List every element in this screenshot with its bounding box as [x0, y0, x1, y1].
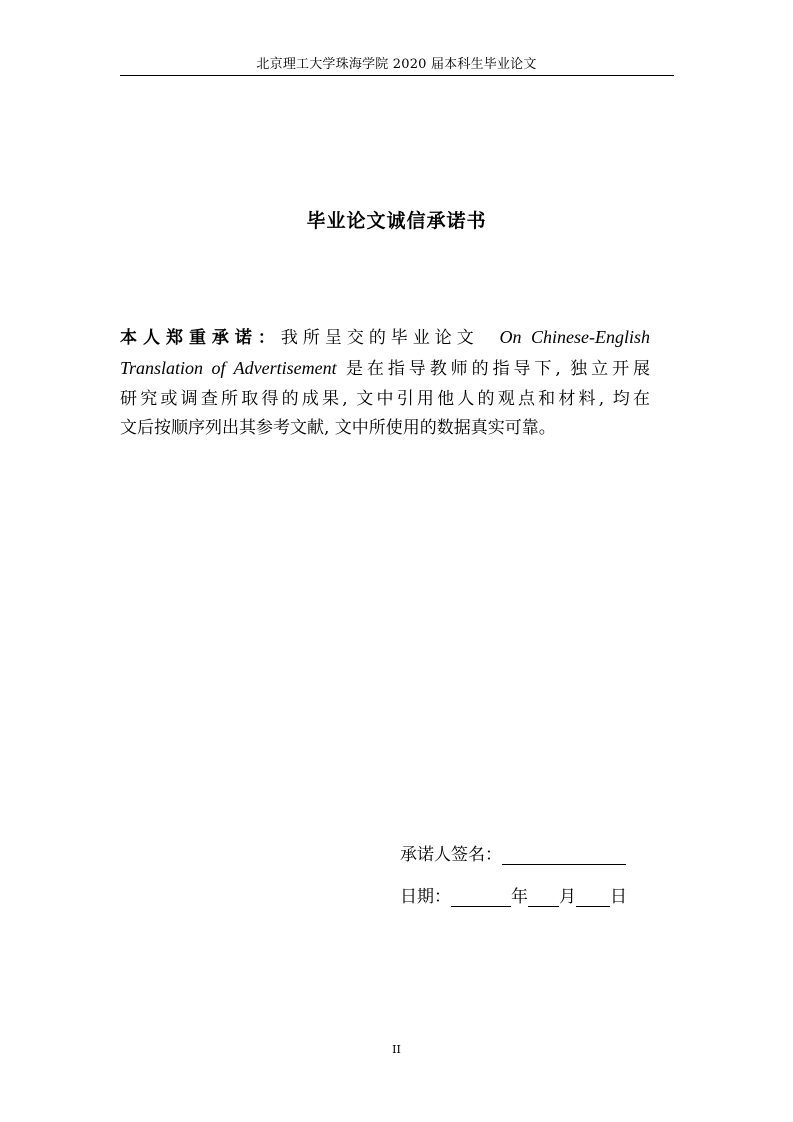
- thesis-title-part-2: Translation of Advertisement: [120, 357, 337, 378]
- document-title: 毕业论文诚信承诺书: [306, 210, 487, 232]
- day-field[interactable]: [576, 886, 610, 907]
- signature-block: [400, 843, 627, 909]
- page-number: II: [392, 1043, 401, 1056]
- signer-label: 承诺人签名：: [400, 845, 502, 865]
- pledge-line-1: [120, 323, 650, 354]
- thesis-title-part-1: On Chinese-English: [499, 327, 651, 347]
- pledge-line-3: 研究或调查所取得的成果, 文中引用他人的观点和材料, 均在: [120, 388, 650, 409]
- day-label: 日: [610, 887, 627, 907]
- pledge-lead: 本人郑重承诺：: [120, 328, 281, 348]
- date-row: [400, 885, 627, 909]
- signer-row: [400, 843, 627, 867]
- pledge-statement: [120, 323, 650, 444]
- date-label: 日期：: [400, 887, 451, 907]
- running-header: 北京理工大学珠海学院 2020 届本科生毕业论文: [256, 57, 537, 72]
- month-label: 月: [559, 887, 576, 907]
- year-field[interactable]: [451, 886, 511, 907]
- header-rule: [120, 75, 674, 76]
- pledge-line-1-text: 我所呈交的毕业论文: [280, 328, 479, 348]
- year-label: 年: [511, 887, 528, 907]
- pledge-line-2: [120, 354, 650, 385]
- pledge-line-2-text: 是在指导教师的指导下, 独立开展: [345, 358, 651, 379]
- pledge-line-4: 文后按顺序列出其参考文献, 文中所使用的数据真实可靠。: [120, 418, 556, 439]
- signer-signature-field[interactable]: [502, 844, 626, 865]
- month-field[interactable]: [528, 886, 559, 907]
